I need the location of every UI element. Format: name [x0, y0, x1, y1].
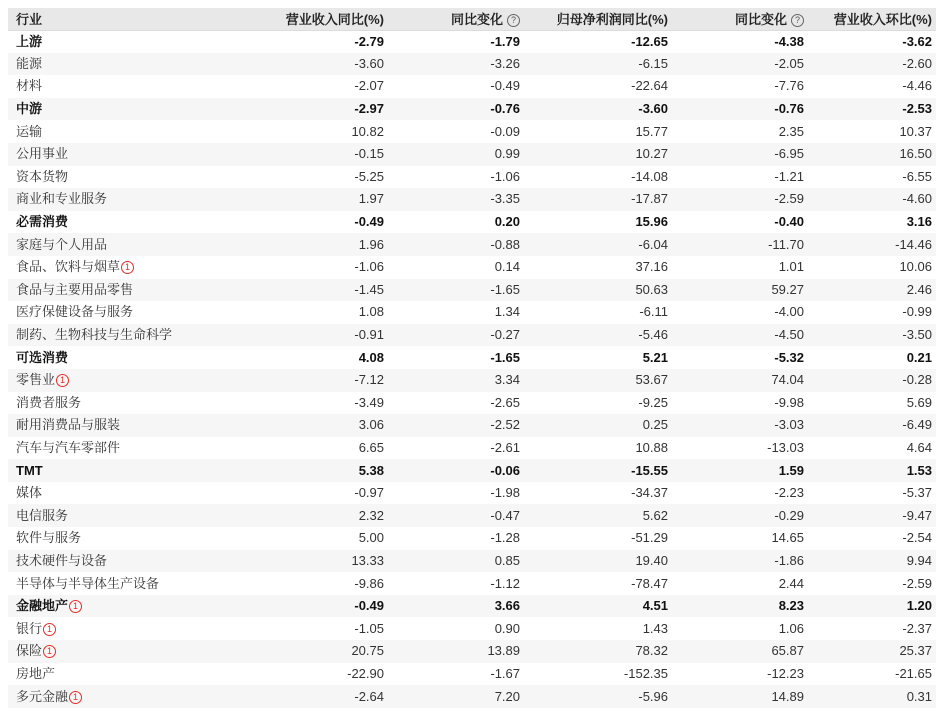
- rev-chg-cell: -0.06: [490, 462, 520, 478]
- col-header-industry[interactable]: 行业: [8, 8, 248, 30]
- industry-name: 半导体与半导体生产设备: [16, 575, 160, 591]
- rev-yoy-cell: 2.32: [358, 507, 384, 523]
- industry-name-cell: [8, 233, 248, 256]
- table-row: [8, 663, 936, 686]
- rev-qoq-cell: -9.47: [902, 507, 932, 523]
- industry-name: 软件与服务: [16, 530, 82, 546]
- np-yoy-cell: -34.37: [631, 485, 668, 501]
- np-chg-cell: 1.06: [778, 620, 804, 636]
- np-yoy-cell: -6.04: [638, 236, 668, 252]
- question-circle-icon[interactable]: ?: [507, 14, 520, 27]
- rev-qoq-cell: 9.94: [906, 552, 932, 568]
- col-header-rev-chg[interactable]: [388, 8, 524, 30]
- circled-one-icon[interactable]: 1: [69, 691, 82, 704]
- table-row: [8, 166, 936, 189]
- table-row: [8, 143, 936, 166]
- rev-qoq-cell: -21.65: [895, 665, 932, 681]
- rev-yoy-cell: -2.97: [354, 101, 384, 117]
- rev-chg-cell: 0.14: [494, 259, 520, 275]
- np-yoy-cell: 0.25: [642, 417, 668, 433]
- industry-name-cell: [8, 437, 248, 460]
- np-chg-cell: 74.04: [771, 372, 804, 388]
- circled-one-icon[interactable]: 1: [56, 374, 69, 387]
- rev-yoy-cell: -0.15: [354, 146, 384, 162]
- rev-qoq-cell: 10.37: [899, 123, 932, 139]
- rev-qoq-cell: 1.20: [906, 598, 932, 614]
- industry-name: 多元金融: [16, 688, 69, 704]
- table-row: [8, 188, 936, 211]
- table-row: [8, 53, 936, 76]
- table-body: [8, 30, 936, 708]
- industry-name: 技术硬件与设备: [16, 552, 108, 568]
- col-header-rev-yoy[interactable]: 营业收入同比(%): [248, 8, 388, 30]
- rev-qoq-cell: -6.55: [902, 168, 932, 184]
- rev-qoq-cell: 0.21: [906, 349, 932, 365]
- rev-yoy-cell: -3.49: [354, 394, 384, 410]
- industry-name-cell: [8, 211, 248, 234]
- np-chg-cell: -4.38: [774, 33, 804, 49]
- rev-chg-cell: 0.20: [494, 214, 520, 230]
- industry-name-cell: [8, 550, 248, 573]
- rev-yoy-cell: 10.82: [351, 123, 384, 139]
- industry-name-cell: [8, 301, 248, 324]
- rev-qoq-cell: 5.69: [906, 394, 932, 410]
- np-yoy-cell: -3.60: [638, 101, 668, 117]
- np-yoy-cell: -78.47: [631, 575, 668, 591]
- industry-name-cell: [8, 459, 248, 482]
- rev-chg-cell: -1.12: [490, 575, 520, 591]
- industry-name-cell: [8, 663, 248, 686]
- rev-qoq-cell: -6.49: [902, 417, 932, 433]
- table-row: [8, 550, 936, 573]
- rev-yoy-cell: 1.96: [358, 236, 384, 252]
- industry-name: 耐用消费品与服装: [16, 417, 121, 433]
- table-row: [8, 414, 936, 437]
- np-yoy-cell: 37.16: [635, 259, 668, 275]
- rev-chg-cell: -0.47: [490, 507, 520, 523]
- rev-chg-cell: 1.34: [494, 304, 520, 320]
- industry-name-cell: [8, 369, 248, 392]
- table-group-row: [8, 30, 936, 53]
- industry-name: 电信服务: [16, 507, 69, 523]
- industry-name: 必需消费: [16, 214, 69, 230]
- np-chg-cell: -11.70: [768, 236, 804, 252]
- rev-qoq-cell: 16.50: [899, 146, 932, 162]
- industry-name: 商业和专业服务: [16, 191, 108, 207]
- rev-chg-cell: -2.52: [490, 417, 520, 433]
- industry-name: 制药、生物科技与生命科学: [16, 327, 173, 343]
- industry-name-cell: [8, 53, 248, 76]
- rev-qoq-cell: 3.16: [906, 214, 932, 230]
- np-chg-cell: 1.59: [778, 462, 804, 478]
- np-yoy-cell: -17.87: [631, 191, 668, 207]
- rev-yoy-cell: 1.97: [358, 191, 384, 207]
- np-yoy-cell: -6.15: [638, 55, 668, 71]
- rev-yoy-cell: -9.86: [354, 575, 384, 591]
- np-chg-cell: -12.23: [767, 665, 804, 681]
- rev-yoy-cell: -2.07: [354, 78, 384, 94]
- np-chg-cell: 14.89: [771, 688, 804, 704]
- np-chg-cell: -5.32: [774, 349, 804, 365]
- np-yoy-cell: 10.88: [635, 439, 668, 455]
- industry-name: 可选消费: [16, 349, 69, 365]
- industry-name: 能源: [16, 55, 43, 71]
- rev-chg-cell: -0.09: [490, 123, 520, 139]
- np-yoy-cell: -9.25: [638, 394, 668, 410]
- table-row: [8, 369, 936, 392]
- industry-name-cell: [8, 188, 248, 211]
- table-row: [8, 75, 936, 98]
- rev-yoy-cell: -22.90: [347, 665, 384, 681]
- industry-name-cell: [8, 324, 248, 347]
- table-row: [8, 482, 936, 505]
- industry-growth-table: [8, 8, 936, 708]
- rev-chg-cell: 0.90: [494, 620, 520, 636]
- industry-name: TMT: [16, 462, 43, 478]
- table-row: [8, 437, 936, 460]
- rev-yoy-cell: -0.97: [354, 485, 384, 501]
- industry-name-cell: [8, 685, 248, 708]
- circled-one-icon[interactable]: 1: [43, 623, 56, 636]
- industry-name-cell: [8, 75, 248, 98]
- industry-name: 公用事业: [16, 146, 69, 162]
- rev-qoq-cell: -0.99: [902, 304, 932, 320]
- np-chg-cell: -6.95: [774, 146, 804, 162]
- np-chg-cell: -2.05: [774, 55, 804, 71]
- rev-chg-cell: -0.88: [490, 236, 520, 252]
- industry-name: 资本货物: [16, 168, 69, 184]
- rev-chg-cell: -1.67: [490, 665, 520, 681]
- np-chg-cell: 59.27: [771, 281, 804, 297]
- industry-name-cell: [8, 617, 248, 640]
- rev-chg-cell: -1.65: [490, 349, 520, 365]
- np-chg-cell: 8.23: [778, 598, 804, 614]
- table-row: [8, 392, 936, 415]
- np-chg-cell: -7.76: [774, 78, 804, 94]
- rev-chg-cell: -3.26: [490, 55, 520, 71]
- rev-chg-cell: -1.28: [490, 530, 520, 546]
- np-chg-cell: -4.50: [774, 327, 804, 343]
- industry-name-cell: [8, 30, 248, 53]
- np-chg-cell: -1.86: [774, 552, 804, 568]
- rev-yoy-cell: -1.05: [354, 620, 384, 636]
- rev-qoq-cell: -2.60: [902, 55, 932, 71]
- rev-yoy-cell: 5.00: [358, 530, 384, 546]
- rev-qoq-cell: 10.06: [899, 259, 932, 275]
- table-row: [8, 572, 936, 595]
- np-chg-cell: -0.29: [774, 507, 804, 523]
- rev-yoy-cell: -0.91: [354, 327, 384, 343]
- rev-yoy-cell: 4.08: [358, 349, 384, 365]
- rev-qoq-cell: -2.54: [902, 530, 932, 546]
- rev-qoq-cell: -2.59: [902, 575, 932, 591]
- rev-yoy-cell: 5.38: [358, 462, 384, 478]
- industry-name-cell: [8, 572, 248, 595]
- rev-chg-cell: 13.89: [487, 643, 520, 659]
- industry-name: 零售业: [16, 372, 56, 388]
- industry-name: 上游: [16, 33, 43, 49]
- table-group-row: [8, 346, 936, 369]
- np-yoy-cell: -22.64: [631, 78, 668, 94]
- rev-yoy-cell: -0.49: [354, 598, 384, 614]
- np-yoy-cell: 1.43: [642, 620, 668, 636]
- np-chg-cell: -1.21: [774, 168, 804, 184]
- table-row: [8, 527, 936, 550]
- rev-yoy-cell: 20.75: [351, 643, 384, 659]
- industry-name-cell: [8, 527, 248, 550]
- industry-name: 食品、饮料与烟草: [16, 259, 121, 275]
- table-group-row: [8, 98, 936, 121]
- np-chg-cell: 1.01: [778, 259, 804, 275]
- np-chg-cell: -13.03: [767, 439, 804, 455]
- rev-qoq-cell: -2.53: [902, 101, 932, 117]
- industry-name-cell: [8, 414, 248, 437]
- header-row: [8, 8, 936, 30]
- np-yoy-cell: -6.11: [639, 304, 668, 320]
- industry-name: 金融地产: [16, 598, 69, 614]
- rev-qoq-cell: -4.46: [902, 78, 932, 94]
- industry-name: 银行: [16, 620, 43, 636]
- np-yoy-cell: 50.63: [635, 281, 668, 297]
- industry-name: 媒体: [16, 485, 43, 501]
- table-row: [8, 640, 936, 663]
- industry-name: 材料: [16, 78, 43, 94]
- rev-yoy-cell: 1.08: [358, 304, 384, 320]
- col-header-np-chg-label: 同比变化: [734, 12, 787, 28]
- table-row: [8, 504, 936, 527]
- rev-chg-cell: 3.34: [494, 372, 520, 388]
- table-group-row: [8, 211, 936, 234]
- col-header-np-yoy[interactable]: 归母净利润同比(%): [524, 8, 672, 30]
- np-yoy-cell: 78.32: [635, 643, 668, 659]
- rev-chg-cell: 3.66: [494, 598, 520, 614]
- question-circle-icon[interactable]: ?: [791, 14, 804, 27]
- np-chg-cell: -2.59: [774, 191, 804, 207]
- industry-name-cell: [8, 166, 248, 189]
- np-chg-cell: -9.98: [774, 394, 804, 410]
- rev-yoy-cell: -0.49: [354, 214, 384, 230]
- rev-chg-cell: -1.79: [490, 33, 520, 49]
- rev-chg-cell: -0.76: [490, 101, 520, 117]
- rev-chg-cell: -1.98: [490, 485, 520, 501]
- rev-chg-cell: -0.49: [490, 78, 520, 94]
- table-group-row: [8, 459, 936, 482]
- np-chg-cell: -3.03: [774, 417, 804, 433]
- industry-name-cell: [8, 346, 248, 369]
- rev-qoq-cell: 25.37: [899, 643, 932, 659]
- industry-name: 保险: [16, 643, 43, 659]
- industry-name-cell: [8, 143, 248, 166]
- rev-yoy-cell: -2.79: [354, 33, 384, 49]
- rev-yoy-cell: -1.45: [354, 281, 384, 297]
- np-yoy-cell: 10.27: [635, 146, 668, 162]
- industry-name-cell: [8, 392, 248, 415]
- rev-qoq-cell: -0.28: [902, 372, 932, 388]
- rev-chg-cell: -3.35: [490, 191, 520, 207]
- rev-qoq-cell: -3.50: [902, 327, 932, 343]
- table-row: [8, 685, 936, 708]
- rev-chg-cell: -1.06: [490, 168, 520, 184]
- table-header: [8, 8, 936, 30]
- rev-yoy-cell: -2.64: [354, 688, 384, 704]
- rev-chg-cell: 0.85: [494, 552, 520, 568]
- col-header-rev-chg-label: 同比变化: [450, 12, 503, 28]
- np-yoy-cell: 53.67: [635, 372, 668, 388]
- np-yoy-cell: 5.62: [642, 507, 668, 523]
- np-chg-cell: -0.76: [774, 101, 804, 117]
- industry-name: 房地产: [16, 665, 56, 681]
- rev-chg-cell: 0.99: [494, 146, 520, 162]
- col-header-np-chg[interactable]: [672, 8, 808, 30]
- np-yoy-cell: 5.21: [642, 349, 668, 365]
- table-row: [8, 617, 936, 640]
- table-row: [8, 324, 936, 347]
- circled-one-icon[interactable]: 1: [69, 600, 82, 613]
- rev-qoq-cell: 1.53: [906, 462, 932, 478]
- table-row: [8, 256, 936, 279]
- rev-yoy-cell: -7.12: [354, 372, 384, 388]
- np-chg-cell: 14.65: [771, 530, 804, 546]
- np-yoy-cell: -14.08: [631, 168, 668, 184]
- industry-name-cell: [8, 256, 248, 279]
- table-row: [8, 301, 936, 324]
- table-group-row: [8, 595, 936, 618]
- rev-yoy-cell: -3.60: [354, 55, 384, 71]
- industry-name-cell: [8, 504, 248, 527]
- np-yoy-cell: -12.65: [631, 33, 668, 49]
- industry-name-cell: [8, 482, 248, 505]
- industry-name-cell: [8, 120, 248, 143]
- table-row: [8, 279, 936, 302]
- industry-name-cell: [8, 98, 248, 121]
- industry-name: 家庭与个人用品: [16, 236, 108, 252]
- industry-name: 消费者服务: [16, 394, 82, 410]
- circled-one-icon[interactable]: 1: [43, 645, 56, 658]
- np-yoy-cell: 15.77: [635, 123, 668, 139]
- np-yoy-cell: -5.46: [638, 327, 668, 343]
- np-chg-cell: 2.35: [778, 123, 804, 139]
- rev-yoy-cell: -5.25: [354, 168, 384, 184]
- np-chg-cell: 2.44: [778, 575, 804, 591]
- rev-qoq-cell: 4.64: [906, 439, 932, 455]
- rev-yoy-cell: 6.65: [358, 439, 384, 455]
- col-header-rev-qoq[interactable]: 营业收入环比(%): [808, 8, 936, 30]
- np-chg-cell: 65.87: [771, 643, 804, 659]
- np-yoy-cell: -5.96: [638, 688, 668, 704]
- industry-name: 运输: [16, 123, 43, 139]
- industry-name: 中游: [16, 101, 43, 117]
- industry-name-cell: [8, 279, 248, 302]
- rev-qoq-cell: -14.46: [895, 236, 932, 252]
- rev-qoq-cell: -4.60: [902, 191, 932, 207]
- rev-chg-cell: -2.65: [490, 394, 520, 410]
- np-yoy-cell: -152.35: [623, 665, 668, 681]
- np-chg-cell: -2.23: [774, 485, 804, 501]
- rev-yoy-cell: 13.33: [351, 552, 384, 568]
- np-yoy-cell: -51.29: [631, 530, 668, 546]
- rev-yoy-cell: 3.06: [358, 417, 384, 433]
- industry-name-cell: [8, 640, 248, 663]
- np-yoy-cell: 4.51: [642, 598, 668, 614]
- industry-name: 汽车与汽车零部件: [16, 439, 121, 455]
- industry-name-cell: [8, 595, 248, 618]
- rev-qoq-cell: -5.37: [902, 485, 932, 501]
- circled-one-icon[interactable]: 1: [121, 261, 134, 274]
- rev-qoq-cell: -3.62: [902, 33, 932, 49]
- rev-qoq-cell: -2.37: [902, 620, 932, 636]
- industry-name: 食品与主要用品零售: [16, 281, 134, 297]
- np-yoy-cell: -15.55: [631, 462, 668, 478]
- np-yoy-cell: 15.96: [635, 214, 668, 230]
- table-row: [8, 120, 936, 143]
- rev-qoq-cell: 0.31: [906, 688, 932, 704]
- rev-chg-cell: -2.61: [490, 439, 520, 455]
- np-chg-cell: -0.40: [774, 214, 804, 230]
- industry-name: 医疗保健设备与服务: [16, 304, 134, 320]
- table-row: [8, 233, 936, 256]
- rev-yoy-cell: -1.06: [354, 259, 384, 275]
- rev-chg-cell: -0.27: [490, 327, 520, 343]
- np-yoy-cell: 19.40: [635, 552, 668, 568]
- rev-qoq-cell: 2.46: [906, 281, 932, 297]
- np-chg-cell: -4.00: [774, 304, 804, 320]
- rev-chg-cell: 7.20: [494, 688, 520, 704]
- rev-chg-cell: -1.65: [490, 281, 520, 297]
